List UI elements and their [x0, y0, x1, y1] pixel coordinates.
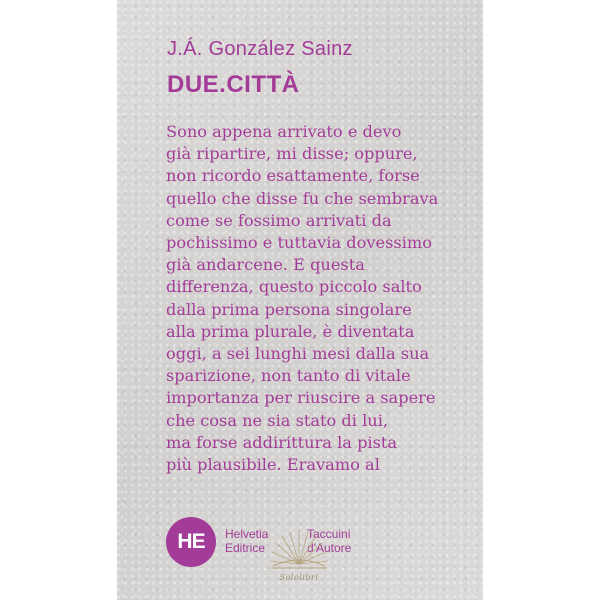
excerpt-text [166, 121, 478, 476]
excerpt-line: oggi, a sei lunghi mesi dalla sua [166, 344, 430, 364]
excerpt-line: dalla prima persona singolare [166, 299, 412, 319]
excerpt-line: come se fossimo arrivati da [166, 210, 392, 230]
excerpt-line: ma forse addirittura la pista [166, 432, 398, 452]
excerpt-line: già ripartire, mi disse; oppure, [166, 144, 418, 164]
excerpt-line: già andarcene. E questa [166, 255, 365, 275]
excerpt-line: alla prima plurale, è diventata [166, 321, 415, 341]
publisher-name [225, 527, 268, 555]
excerpt-line: importanza per riuscire a sapere [166, 388, 436, 408]
series-line-1: Taccuini [307, 527, 351, 541]
excerpt-line: più plausibile. Eravamo al [166, 455, 380, 475]
excerpt-line: sparizione, non tanto di vitale [166, 366, 411, 386]
excerpt-line: che cosa ne sia stato di lui, [166, 410, 389, 430]
excerpt-line: non ricordo esattamente, forse [166, 166, 420, 186]
excerpt-line: quello che disse fu che sembrava [166, 188, 439, 208]
sunrise-lines-icon [268, 524, 330, 580]
book-title: DUE.CITTÀ [167, 71, 300, 98]
publisher-logo-icon [166, 517, 216, 567]
publisher-line-1: Helvetia [225, 527, 269, 541]
excerpt-line: differenza, questo piccolo salto [166, 277, 422, 297]
publisher-logo-text: HE [177, 530, 205, 553]
author-name: J.Á. González Sainz [167, 38, 353, 60]
excerpt-line: Sono appena arrivato e devo [166, 122, 402, 141]
excerpt-line: pochissimo e tuttavia dovessimo [166, 233, 432, 253]
book-cover [117, 0, 483, 600]
series-line-2: d'Autore [307, 541, 352, 555]
imprint-label: Sololibri [279, 573, 319, 582]
publisher-line-2: Editrice [225, 541, 266, 555]
